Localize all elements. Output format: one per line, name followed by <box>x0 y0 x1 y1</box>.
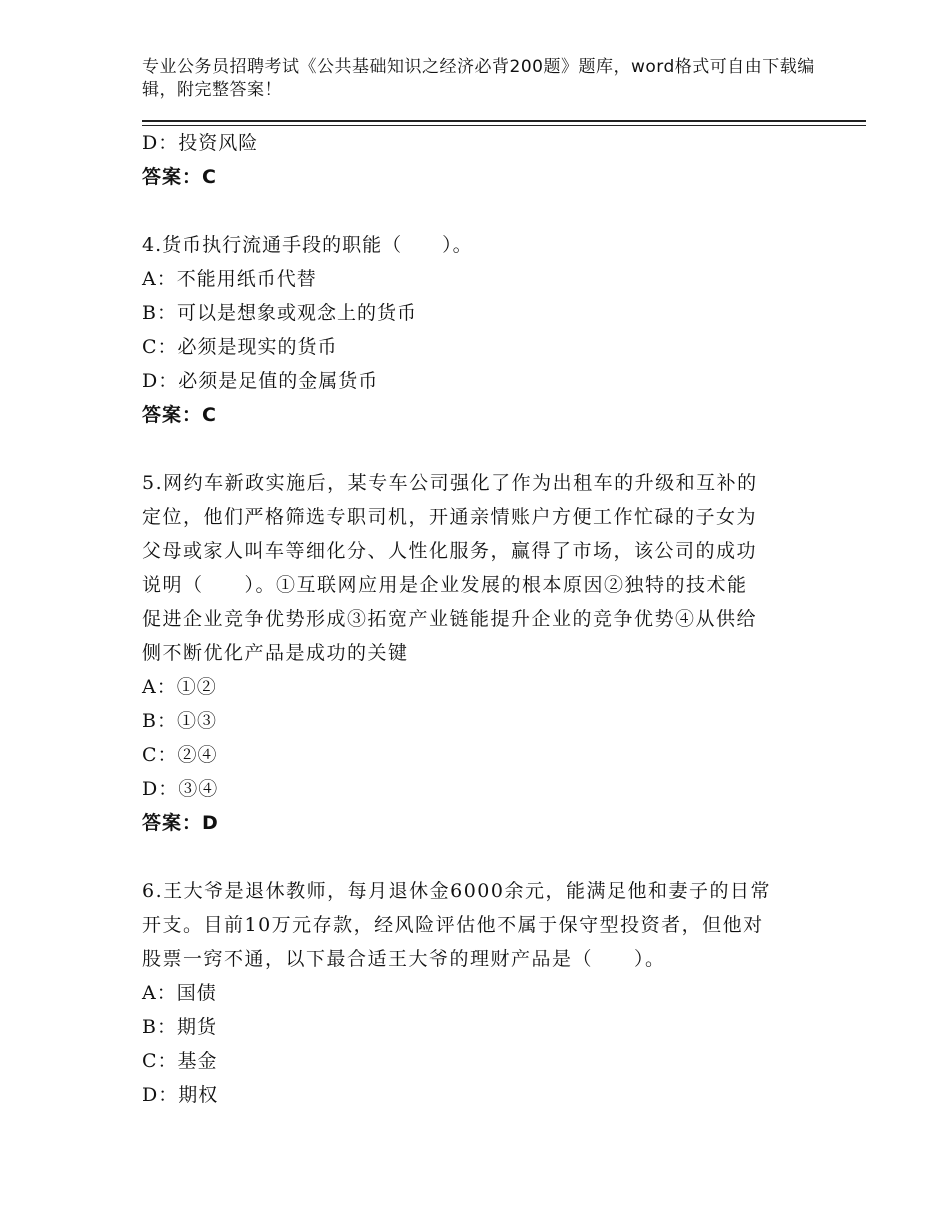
q4-option-c: C：必须是现实的货币 <box>142 336 338 358</box>
spacer <box>142 194 822 228</box>
q5-option-c: C：②④ <box>142 744 218 766</box>
q6-option-a: A：国债 <box>142 982 217 1004</box>
q4-answer: 答案：C <box>142 404 217 426</box>
q5-question-line: 说明（ ）。①互联网应用是企业发展的根本原因②独特的技术能 <box>142 574 748 596</box>
question-content <box>142 126 822 1112</box>
q6-question-line: 开支。目前10万元存款，经风险评估他不属于保守型投资者，但他对 <box>142 914 764 936</box>
q5-option-a: A：①② <box>142 676 217 698</box>
q5-question-line: 5.网约车新政实施后，某专车公司强化了作为出租车的升级和互补的 <box>142 472 758 494</box>
q3-answer: 答案：C <box>142 166 217 188</box>
q6-question-line: 6.王大爷是退休教师，每月退休金6000余元，能满足他和妻子的日常 <box>142 880 771 902</box>
q5-option-d: D：③④ <box>142 778 219 800</box>
q6-question-line: 股票一窍不通，以下最合适王大爷的理财产品是（ ）。 <box>142 948 666 970</box>
q5-question-line: 父母或家人叫车等细化分、人性化服务，赢得了市场，该公司的成功 <box>142 540 758 562</box>
q6-option-d: D：期权 <box>142 1084 219 1106</box>
q4-option-b: B：可以是想象或观念上的货币 <box>142 302 417 324</box>
header-rule-thick <box>142 120 866 122</box>
q3-option-d: D：投资风险 <box>142 132 259 154</box>
q4-question: 4.货币执行流通手段的职能（ ）。 <box>142 234 473 256</box>
page-header: 专业公务员招聘考试《公共基础知识之经济必背200题》题库，word格式可自由下载编辑，附完整答案！ <box>142 57 815 100</box>
q4-option-a: A：不能用纸币代替 <box>142 268 317 290</box>
q5-question-line: 促进企业竞争优势形成③拓宽产业链能提升企业的竞争优势④从供给 <box>142 608 758 630</box>
q5-option-b: B：①③ <box>142 710 217 732</box>
q6-option-b: B：期货 <box>142 1016 217 1038</box>
q6-option-c: C：基金 <box>142 1050 218 1072</box>
spacer <box>142 432 822 466</box>
q5-question-line: 定位，他们严格筛选专职司机，开通亲情账户方便工作忙碌的子女为 <box>142 506 758 528</box>
spacer <box>142 840 822 874</box>
q4-option-d: D：必须是足值的金属货币 <box>142 370 379 392</box>
q5-answer: 答案：D <box>142 812 219 834</box>
q5-question-line: 侧不断优化产品是成功的关键 <box>142 642 409 664</box>
